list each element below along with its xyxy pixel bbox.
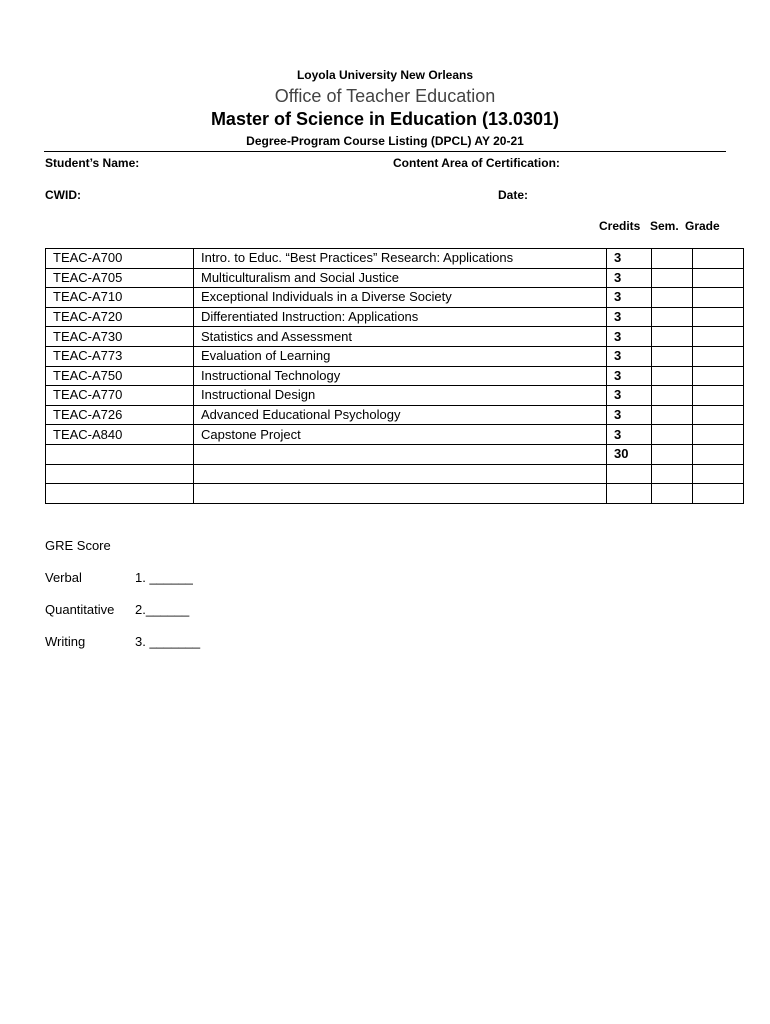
semester-cell[interactable] (652, 405, 693, 425)
grade-cell[interactable] (693, 484, 744, 504)
content-area-label: Content Area of Certification: (393, 156, 560, 170)
semester-cell[interactable] (652, 327, 693, 347)
credits-cell: 3 (607, 425, 652, 445)
table-row (46, 268, 744, 288)
university-name: Loyola University New Orleans (296, 68, 474, 82)
credits-cell: 3 (607, 307, 652, 327)
grade-cell[interactable] (693, 425, 744, 445)
credits-cell (607, 464, 652, 484)
semester-cell[interactable] (652, 307, 693, 327)
header-divider (44, 151, 726, 152)
table-row (46, 288, 744, 308)
table-row (46, 386, 744, 406)
cwid-label: CWID: (45, 188, 81, 202)
semester-cell[interactable] (652, 249, 693, 269)
credits-cell: 3 (607, 346, 652, 366)
table-row (46, 249, 744, 269)
credits-cell (607, 484, 652, 504)
table-row (46, 405, 744, 425)
credits-cell: 3 (607, 327, 652, 347)
grade-cell[interactable] (693, 386, 744, 406)
grade-cell[interactable] (693, 307, 744, 327)
semester-cell[interactable] (652, 346, 693, 366)
date-label: Date: (498, 188, 529, 202)
credits-cell: 3 (607, 386, 652, 406)
grade-cell[interactable] (693, 327, 744, 347)
gre-quantitative-label: Quantitative (45, 602, 115, 617)
semester-cell[interactable] (652, 444, 693, 464)
course-code-cell: TEAC-A770 (46, 386, 194, 406)
course-title-cell: Multiculturalism and Social Justice (194, 268, 607, 288)
gre-quantitative-blank[interactable]: 2.______ (135, 602, 190, 617)
course-code-cell (46, 464, 194, 484)
course-title-cell: Instructional Technology (194, 366, 607, 386)
office-name: Office of Teacher Education (274, 86, 496, 106)
gre-writing-blank[interactable]: 3. _______ (135, 634, 201, 649)
credits-header: Credits (599, 219, 641, 233)
course-title-cell: Differentiated Instruction: Applications (194, 307, 607, 327)
grade-cell[interactable] (693, 405, 744, 425)
course-title-cell (194, 484, 607, 504)
course-title-cell: Evaluation of Learning (194, 346, 607, 366)
course-title-cell: Statistics and Assessment (194, 327, 607, 347)
course-code-cell: TEAC-A700 (46, 249, 194, 269)
grade-cell[interactable] (693, 288, 744, 308)
course-title-cell: Capstone Project (194, 425, 607, 445)
grade-header: Grade (685, 219, 720, 233)
grade-cell[interactable] (693, 444, 744, 464)
course-code-cell: TEAC-A726 (46, 405, 194, 425)
credits-cell: 3 (607, 366, 652, 386)
gre-verbal-blank[interactable]: 1. ______ (135, 570, 193, 585)
semester-cell[interactable] (652, 464, 693, 484)
table-row (46, 484, 744, 504)
course-code-cell: TEAC-A730 (46, 327, 194, 347)
listing-subtitle: Degree-Program Course Listing (DPCL) AY 20-21 (246, 134, 524, 148)
table-row (46, 464, 744, 484)
semester-cell[interactable] (652, 268, 693, 288)
semester-cell[interactable] (652, 425, 693, 445)
credits-cell: 3 (607, 268, 652, 288)
course-code-cell: TEAC-A840 (46, 425, 194, 445)
course-code-cell (46, 484, 194, 504)
grade-cell[interactable] (693, 346, 744, 366)
grade-cell[interactable] (693, 464, 744, 484)
course-title-cell: Instructional Design (194, 386, 607, 406)
grade-cell[interactable] (693, 249, 744, 269)
credits-cell: 30 (607, 444, 652, 464)
course-code-cell: TEAC-A720 (46, 307, 194, 327)
course-title-cell: Advanced Educational Psychology (194, 405, 607, 425)
table-row (46, 425, 744, 445)
gre-verbal-label: Verbal (45, 570, 82, 585)
gre-writing-label: Writing (45, 634, 86, 649)
course-code-cell: TEAC-A705 (46, 268, 194, 288)
course-title-cell (194, 464, 607, 484)
table-row (46, 327, 744, 347)
gre-heading: GRE Score (45, 538, 111, 553)
table-row (46, 346, 744, 366)
course-code-cell: TEAC-A750 (46, 366, 194, 386)
semester-cell[interactable] (652, 288, 693, 308)
semester-cell[interactable] (652, 386, 693, 406)
table-row (46, 307, 744, 327)
course-title-cell: Intro. to Educ. “Best Practices” Research: Applications (194, 249, 607, 269)
student-name-label: Student’s Name: (45, 156, 140, 170)
credits-cell: 3 (607, 288, 652, 308)
table-row (46, 366, 744, 386)
sem-header: Sem. (650, 219, 679, 233)
program-title: Master of Science in Education (13.0301) (210, 109, 560, 129)
credits-cell: 3 (607, 249, 652, 269)
semester-cell[interactable] (652, 366, 693, 386)
credits-cell: 3 (607, 405, 652, 425)
semester-cell[interactable] (652, 484, 693, 504)
course-code-cell: TEAC-A773 (46, 346, 194, 366)
course-code-cell (46, 444, 194, 464)
grade-cell[interactable] (693, 268, 744, 288)
course-code-cell: TEAC-A710 (46, 288, 194, 308)
course-table (45, 248, 744, 504)
course-title-cell (194, 444, 607, 464)
grade-cell[interactable] (693, 366, 744, 386)
table-row (46, 444, 744, 464)
course-title-cell: Exceptional Individuals in a Diverse Society (194, 288, 607, 308)
